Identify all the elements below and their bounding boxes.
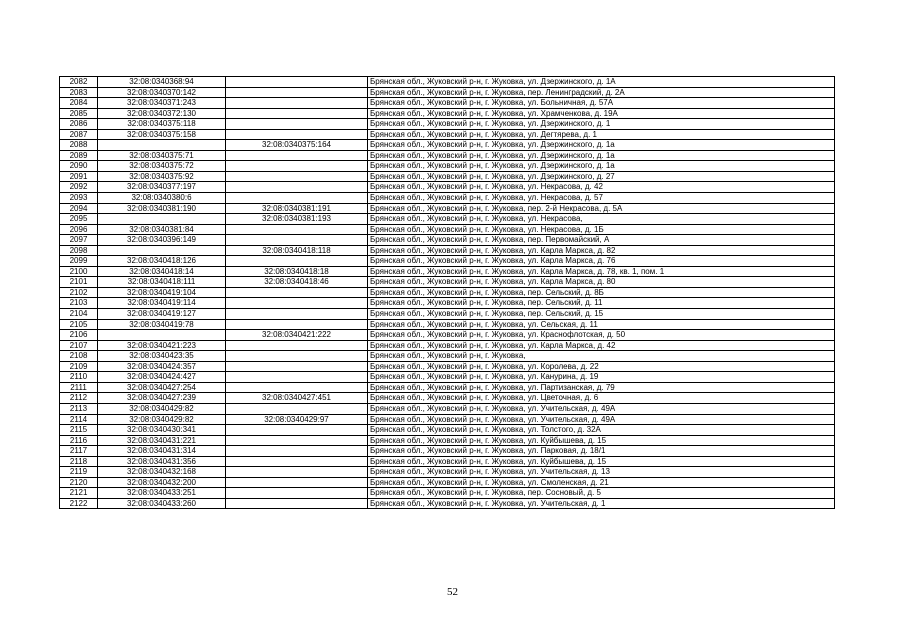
address-cell: Брянская обл., Жуковский р-н, г. Жуковка, ул. Некрасова, д. 57 <box>368 193 835 204</box>
related-cadastral-number-cell: 32:08:0340418:46 <box>226 277 368 288</box>
row-number-cell: 2099 <box>60 256 98 267</box>
related-cadastral-number-cell <box>226 446 368 457</box>
cadastral-number-cell: 32:08:0340418:14 <box>98 266 226 277</box>
row-number-cell: 2082 <box>60 77 98 88</box>
row-number-cell: 2105 <box>60 319 98 330</box>
cadastral-number-cell: 32:08:0340419:78 <box>98 319 226 330</box>
cadastral-number-cell: 32:08:0340396:149 <box>98 235 226 246</box>
related-cadastral-number-cell <box>226 235 368 246</box>
row-number-cell: 2101 <box>60 277 98 288</box>
address-cell: Брянская обл., Жуковский р-н, г. Жуковка, ул. Куйбышева, д. 15 <box>368 435 835 446</box>
row-number-cell: 2095 <box>60 214 98 225</box>
cadastral-number-cell: 32:08:0340430:341 <box>98 425 226 436</box>
related-cadastral-number-cell <box>226 467 368 478</box>
cadastral-number-cell: 32:08:0340419:104 <box>98 287 226 298</box>
table-row <box>60 351 835 362</box>
related-cadastral-number-cell <box>226 161 368 172</box>
row-number-cell: 2083 <box>60 87 98 98</box>
table-row <box>60 498 835 509</box>
cadastral-number-cell: 32:08:0340419:127 <box>98 309 226 320</box>
table-row <box>60 119 835 130</box>
row-number-cell: 2120 <box>60 477 98 488</box>
table-row <box>60 235 835 246</box>
address-cell: Брянская обл., Жуковский р-н, г. Жуковка, ул. Некрасова, <box>368 214 835 225</box>
address-cell: Брянская обл., Жуковский р-н, г. Жуковка, пер. Сосновый, д. 5 <box>368 488 835 499</box>
cadastral-number-cell: 32:08:0340380:6 <box>98 193 226 204</box>
cadastral-number-cell: 32:08:0340424:427 <box>98 372 226 383</box>
address-cell: Брянская обл., Жуковский р-н, г. Жуковка, ул. Некрасова, д. 1Б <box>368 224 835 235</box>
related-cadastral-number-cell <box>226 171 368 182</box>
cadastral-number-cell: 32:08:0340371:243 <box>98 98 226 109</box>
table-row <box>60 266 835 277</box>
table-row <box>60 298 835 309</box>
cadastral-number-cell: 32:08:0340375:72 <box>98 161 226 172</box>
table-row <box>60 214 835 225</box>
table-row <box>60 309 835 320</box>
cadastral-number-cell: 32:08:0340431:314 <box>98 446 226 457</box>
row-number-cell: 2109 <box>60 361 98 372</box>
address-cell: Брянская обл., Жуковский р-н, г. Жуковка, ул. Учительская, д. 13 <box>368 467 835 478</box>
table-row <box>60 98 835 109</box>
related-cadastral-number-cell: 32:08:0340418:18 <box>226 266 368 277</box>
related-cadastral-number-cell <box>226 351 368 362</box>
related-cadastral-number-cell: 32:08:0340375:164 <box>226 140 368 151</box>
row-number-cell: 2117 <box>60 446 98 457</box>
row-number-cell: 2107 <box>60 340 98 351</box>
related-cadastral-number-cell <box>226 256 368 267</box>
row-number-cell: 2103 <box>60 298 98 309</box>
related-cadastral-number-cell <box>226 77 368 88</box>
row-number-cell: 2108 <box>60 351 98 362</box>
table-row <box>60 108 835 119</box>
table-row <box>60 403 835 414</box>
table-row <box>60 319 835 330</box>
address-cell: Брянская обл., Жуковский р-н, г. Жуковка, ул. Смоленская, д. 21 <box>368 477 835 488</box>
related-cadastral-number-cell: 32:08:0340429:97 <box>226 414 368 425</box>
cadastral-number-cell: 32:08:0340433:251 <box>98 488 226 499</box>
related-cadastral-number-cell <box>226 403 368 414</box>
table-row <box>60 330 835 341</box>
cadastral-number-cell: 32:08:0340427:239 <box>98 393 226 404</box>
address-cell: Брянская обл., Жуковский р-н, г. Жуковка, ул. Карла Маркса, д. 82 <box>368 245 835 256</box>
table-row <box>60 287 835 298</box>
cadastral-number-cell: 32:08:0340375:158 <box>98 129 226 140</box>
cadastral-number-cell: 32:08:0340431:221 <box>98 435 226 446</box>
row-number-cell: 2119 <box>60 467 98 478</box>
address-cell: Брянская обл., Жуковский р-н, г. Жуковка, ул. Карла Маркса, д. 42 <box>368 340 835 351</box>
table-row <box>60 414 835 425</box>
cadastral-number-cell: 32:08:0340432:168 <box>98 467 226 478</box>
address-cell: Брянская обл., Жуковский р-н, г. Жуковка, ул. Дзержинского, д. 1А <box>368 77 835 88</box>
row-number-cell: 2086 <box>60 119 98 130</box>
address-cell: Брянская обл., Жуковский р-н, г. Жуковка, ул. Дегтярева, д. 1 <box>368 129 835 140</box>
row-number-cell: 2098 <box>60 245 98 256</box>
address-cell: Брянская обл., Жуковский р-н, г. Жуковка, ул. Краснофлотская, д. 50 <box>368 330 835 341</box>
related-cadastral-number-cell <box>226 108 368 119</box>
cadastral-number-cell: 32:08:0340423:35 <box>98 351 226 362</box>
row-number-cell: 2116 <box>60 435 98 446</box>
table-row <box>60 488 835 499</box>
row-number-cell: 2090 <box>60 161 98 172</box>
table-row <box>60 477 835 488</box>
cadastral-number-cell: 32:08:0340433:260 <box>98 498 226 509</box>
table-row <box>60 277 835 288</box>
cadastral-number-cell: 32:08:0340432:200 <box>98 477 226 488</box>
table-row <box>60 140 835 151</box>
related-cadastral-number-cell <box>226 372 368 383</box>
table-row <box>60 203 835 214</box>
cadastral-number-cell: 32:08:0340421:223 <box>98 340 226 351</box>
address-cell: Брянская обл., Жуковский р-н, г. Жуковка, пер. Ленинградский, д. 2А <box>368 87 835 98</box>
row-number-cell: 2085 <box>60 108 98 119</box>
row-number-cell: 2113 <box>60 403 98 414</box>
related-cadastral-number-cell <box>226 361 368 372</box>
row-number-cell: 2097 <box>60 235 98 246</box>
row-number-cell: 2100 <box>60 266 98 277</box>
table-row <box>60 456 835 467</box>
row-number-cell: 2111 <box>60 382 98 393</box>
address-cell: Брянская обл., Жуковский р-н, г. Жуковка, ул. Партизанская, д. 79 <box>368 382 835 393</box>
address-cell: Брянская обл., Жуковский р-н, г. Жуковка, ул. Больничная, д. 57А <box>368 98 835 109</box>
table-row <box>60 171 835 182</box>
cadastral-number-cell: 32:08:0340424:357 <box>98 361 226 372</box>
row-number-cell: 2091 <box>60 171 98 182</box>
cadastral-number-cell: 32:08:0340418:111 <box>98 277 226 288</box>
related-cadastral-number-cell <box>226 98 368 109</box>
table-row <box>60 467 835 478</box>
related-cadastral-number-cell <box>226 498 368 509</box>
table-row <box>60 425 835 436</box>
row-number-cell: 2115 <box>60 425 98 436</box>
row-number-cell: 2087 <box>60 129 98 140</box>
table-row <box>60 446 835 457</box>
cadastral-number-cell: 32:08:0340427:254 <box>98 382 226 393</box>
address-cell: Брянская обл., Жуковский р-н, г. Жуковка, ул. Толстого, д. 32А <box>368 425 835 436</box>
table-row <box>60 77 835 88</box>
row-number-cell: 2122 <box>60 498 98 509</box>
related-cadastral-number-cell <box>226 150 368 161</box>
address-cell: Брянская обл., Жуковский р-н, г. Жуковка, ул. Храмченкова, д. 19А <box>368 108 835 119</box>
table-row <box>60 193 835 204</box>
related-cadastral-number-cell <box>226 298 368 309</box>
row-number-cell: 2096 <box>60 224 98 235</box>
address-cell: Брянская обл., Жуковский р-н, г. Жуковка, ул. Карла Маркса, д. 78, кв. 1, пом. 1 <box>368 266 835 277</box>
related-cadastral-number-cell <box>226 119 368 130</box>
table-row <box>60 382 835 393</box>
table-row <box>60 150 835 161</box>
address-cell: Брянская обл., Жуковский р-н, г. Жуковка, ул. Учительская, д. 1 <box>368 498 835 509</box>
address-cell: Брянская обл., Жуковский р-н, г. Жуковка, ул. Канурина, д. 19 <box>368 372 835 383</box>
cadastral-number-cell <box>98 330 226 341</box>
row-number-cell: 2093 <box>60 193 98 204</box>
registry-table-body <box>60 77 835 509</box>
row-number-cell: 2089 <box>60 150 98 161</box>
row-number-cell: 2110 <box>60 372 98 383</box>
table-row <box>60 372 835 383</box>
cadastral-number-cell: 32:08:0340370:142 <box>98 87 226 98</box>
related-cadastral-number-cell <box>226 87 368 98</box>
table-row <box>60 256 835 267</box>
address-cell: Брянская обл., Жуковский р-н, г. Жуковка, ул. Куйбышева, д. 15 <box>368 456 835 467</box>
row-number-cell: 2114 <box>60 414 98 425</box>
address-cell: Брянская обл., Жуковский р-н, г. Жуковка, пер. Сельский, д. 15 <box>368 309 835 320</box>
address-cell: Брянская обл., Жуковский р-н, г. Жуковка, ул. Парковая, д. 18/1 <box>368 446 835 457</box>
table-row <box>60 435 835 446</box>
row-number-cell: 2112 <box>60 393 98 404</box>
cadastral-number-cell <box>98 245 226 256</box>
cadastral-number-cell: 32:08:0340418:126 <box>98 256 226 267</box>
address-cell: Брянская обл., Жуковский р-н, г. Жуковка, пер. 2-й Некрасова, д. 5А <box>368 203 835 214</box>
cadastral-number-cell: 32:08:0340419:114 <box>98 298 226 309</box>
address-cell: Брянская обл., Жуковский р-н, г. Жуковка, ул. Учительская, д. 49А <box>368 403 835 414</box>
address-cell: Брянская обл., Жуковский р-н, г. Жуковка, ул. Цветочная, д. 6 <box>368 393 835 404</box>
related-cadastral-number-cell <box>226 193 368 204</box>
cadastral-number-cell: 32:08:0340368:94 <box>98 77 226 88</box>
related-cadastral-number-cell: 32:08:0340381:191 <box>226 203 368 214</box>
address-cell: Брянская обл., Жуковский р-н, г. Жуковка, пер. Сельский, д. 11 <box>368 298 835 309</box>
row-number-cell: 2084 <box>60 98 98 109</box>
related-cadastral-number-cell: 32:08:0340381:193 <box>226 214 368 225</box>
related-cadastral-number-cell <box>226 488 368 499</box>
address-cell: Брянская обл., Жуковский р-н, г. Жуковка, ул. Карла Маркса, д. 76 <box>368 256 835 267</box>
page-number: 52 <box>447 586 458 598</box>
table-row <box>60 340 835 351</box>
related-cadastral-number-cell: 32:08:0340421:222 <box>226 330 368 341</box>
cadastral-number-cell: 32:08:0340375:118 <box>98 119 226 130</box>
table-row <box>60 393 835 404</box>
cadastral-number-cell: 32:08:0340381:84 <box>98 224 226 235</box>
related-cadastral-number-cell <box>226 287 368 298</box>
table-row <box>60 129 835 140</box>
related-cadastral-number-cell <box>226 382 368 393</box>
row-number-cell: 2102 <box>60 287 98 298</box>
address-cell: Брянская обл., Жуковский р-н, г. Жуковка, ул. Карла Маркса, д. 80 <box>368 277 835 288</box>
related-cadastral-number-cell <box>226 425 368 436</box>
cadastral-number-cell: 32:08:0340372:130 <box>98 108 226 119</box>
cadastral-number-cell: 32:08:0340375:92 <box>98 171 226 182</box>
cadastral-number-cell <box>98 214 226 225</box>
cadastral-number-cell: 32:08:0340381:190 <box>98 203 226 214</box>
row-number-cell: 2092 <box>60 182 98 193</box>
address-cell: Брянская обл., Жуковский р-н, г. Жуковка, <box>368 351 835 362</box>
related-cadastral-number-cell <box>226 309 368 320</box>
cadastral-number-cell: 32:08:0340431:356 <box>98 456 226 467</box>
related-cadastral-number-cell <box>226 224 368 235</box>
row-number-cell: 2121 <box>60 488 98 499</box>
related-cadastral-number-cell <box>226 456 368 467</box>
address-cell: Брянская обл., Жуковский р-н, г. Жуковка, ул. Сельская, д. 11 <box>368 319 835 330</box>
cadastral-number-cell: 32:08:0340375:71 <box>98 150 226 161</box>
row-number-cell: 2088 <box>60 140 98 151</box>
address-cell: Брянская обл., Жуковский р-н, г. Жуковка, ул. Дзержинского, д. 1а <box>368 150 835 161</box>
row-number-cell: 2094 <box>60 203 98 214</box>
related-cadastral-number-cell: 32:08:0340427:451 <box>226 393 368 404</box>
table-row <box>60 161 835 172</box>
row-number-cell: 2118 <box>60 456 98 467</box>
address-cell: Брянская обл., Жуковский р-н, г. Жуковка, ул. Дзержинского, д. 1а <box>368 140 835 151</box>
address-cell: Брянская обл., Жуковский р-н, г. Жуковка, пер. Сельский, д. 8Б <box>368 287 835 298</box>
related-cadastral-number-cell <box>226 435 368 446</box>
related-cadastral-number-cell <box>226 129 368 140</box>
row-number-cell: 2106 <box>60 330 98 341</box>
related-cadastral-number-cell <box>226 477 368 488</box>
cadastral-number-cell: 32:08:0340429:82 <box>98 403 226 414</box>
address-cell: Брянская обл., Жуковский р-н, г. Жуковка, ул. Дзержинского, д. 1а <box>368 161 835 172</box>
address-cell: Брянская обл., Жуковский р-н, г. Жуковка, ул. Королева, д. 22 <box>368 361 835 372</box>
cadastral-number-cell <box>98 140 226 151</box>
cadastral-number-cell: 32:08:0340429:82 <box>98 414 226 425</box>
address-cell: Брянская обл., Жуковский р-н, г. Жуковка, ул. Дзержинского, д. 27 <box>368 171 835 182</box>
related-cadastral-number-cell: 32:08:0340418:118 <box>226 245 368 256</box>
property-registry-table <box>59 76 835 509</box>
table-row <box>60 361 835 372</box>
address-cell: Брянская обл., Жуковский р-н, г. Жуковка, пер. Первомайский, А <box>368 235 835 246</box>
address-cell: Брянская обл., Жуковский р-н, г. Жуковка, ул. Некрасова, д. 42 <box>368 182 835 193</box>
table-row <box>60 245 835 256</box>
row-number-cell: 2104 <box>60 309 98 320</box>
table-row <box>60 224 835 235</box>
address-cell: Брянская обл., Жуковский р-н, г. Жуковка, ул. Учительская, д. 49А <box>368 414 835 425</box>
related-cadastral-number-cell <box>226 340 368 351</box>
related-cadastral-number-cell <box>226 182 368 193</box>
cadastral-number-cell: 32:08:0340377:197 <box>98 182 226 193</box>
table-row <box>60 87 835 98</box>
address-cell: Брянская обл., Жуковский р-н, г. Жуковка, ул. Дзержинского, д. 1 <box>368 119 835 130</box>
related-cadastral-number-cell <box>226 319 368 330</box>
table-row <box>60 182 835 193</box>
